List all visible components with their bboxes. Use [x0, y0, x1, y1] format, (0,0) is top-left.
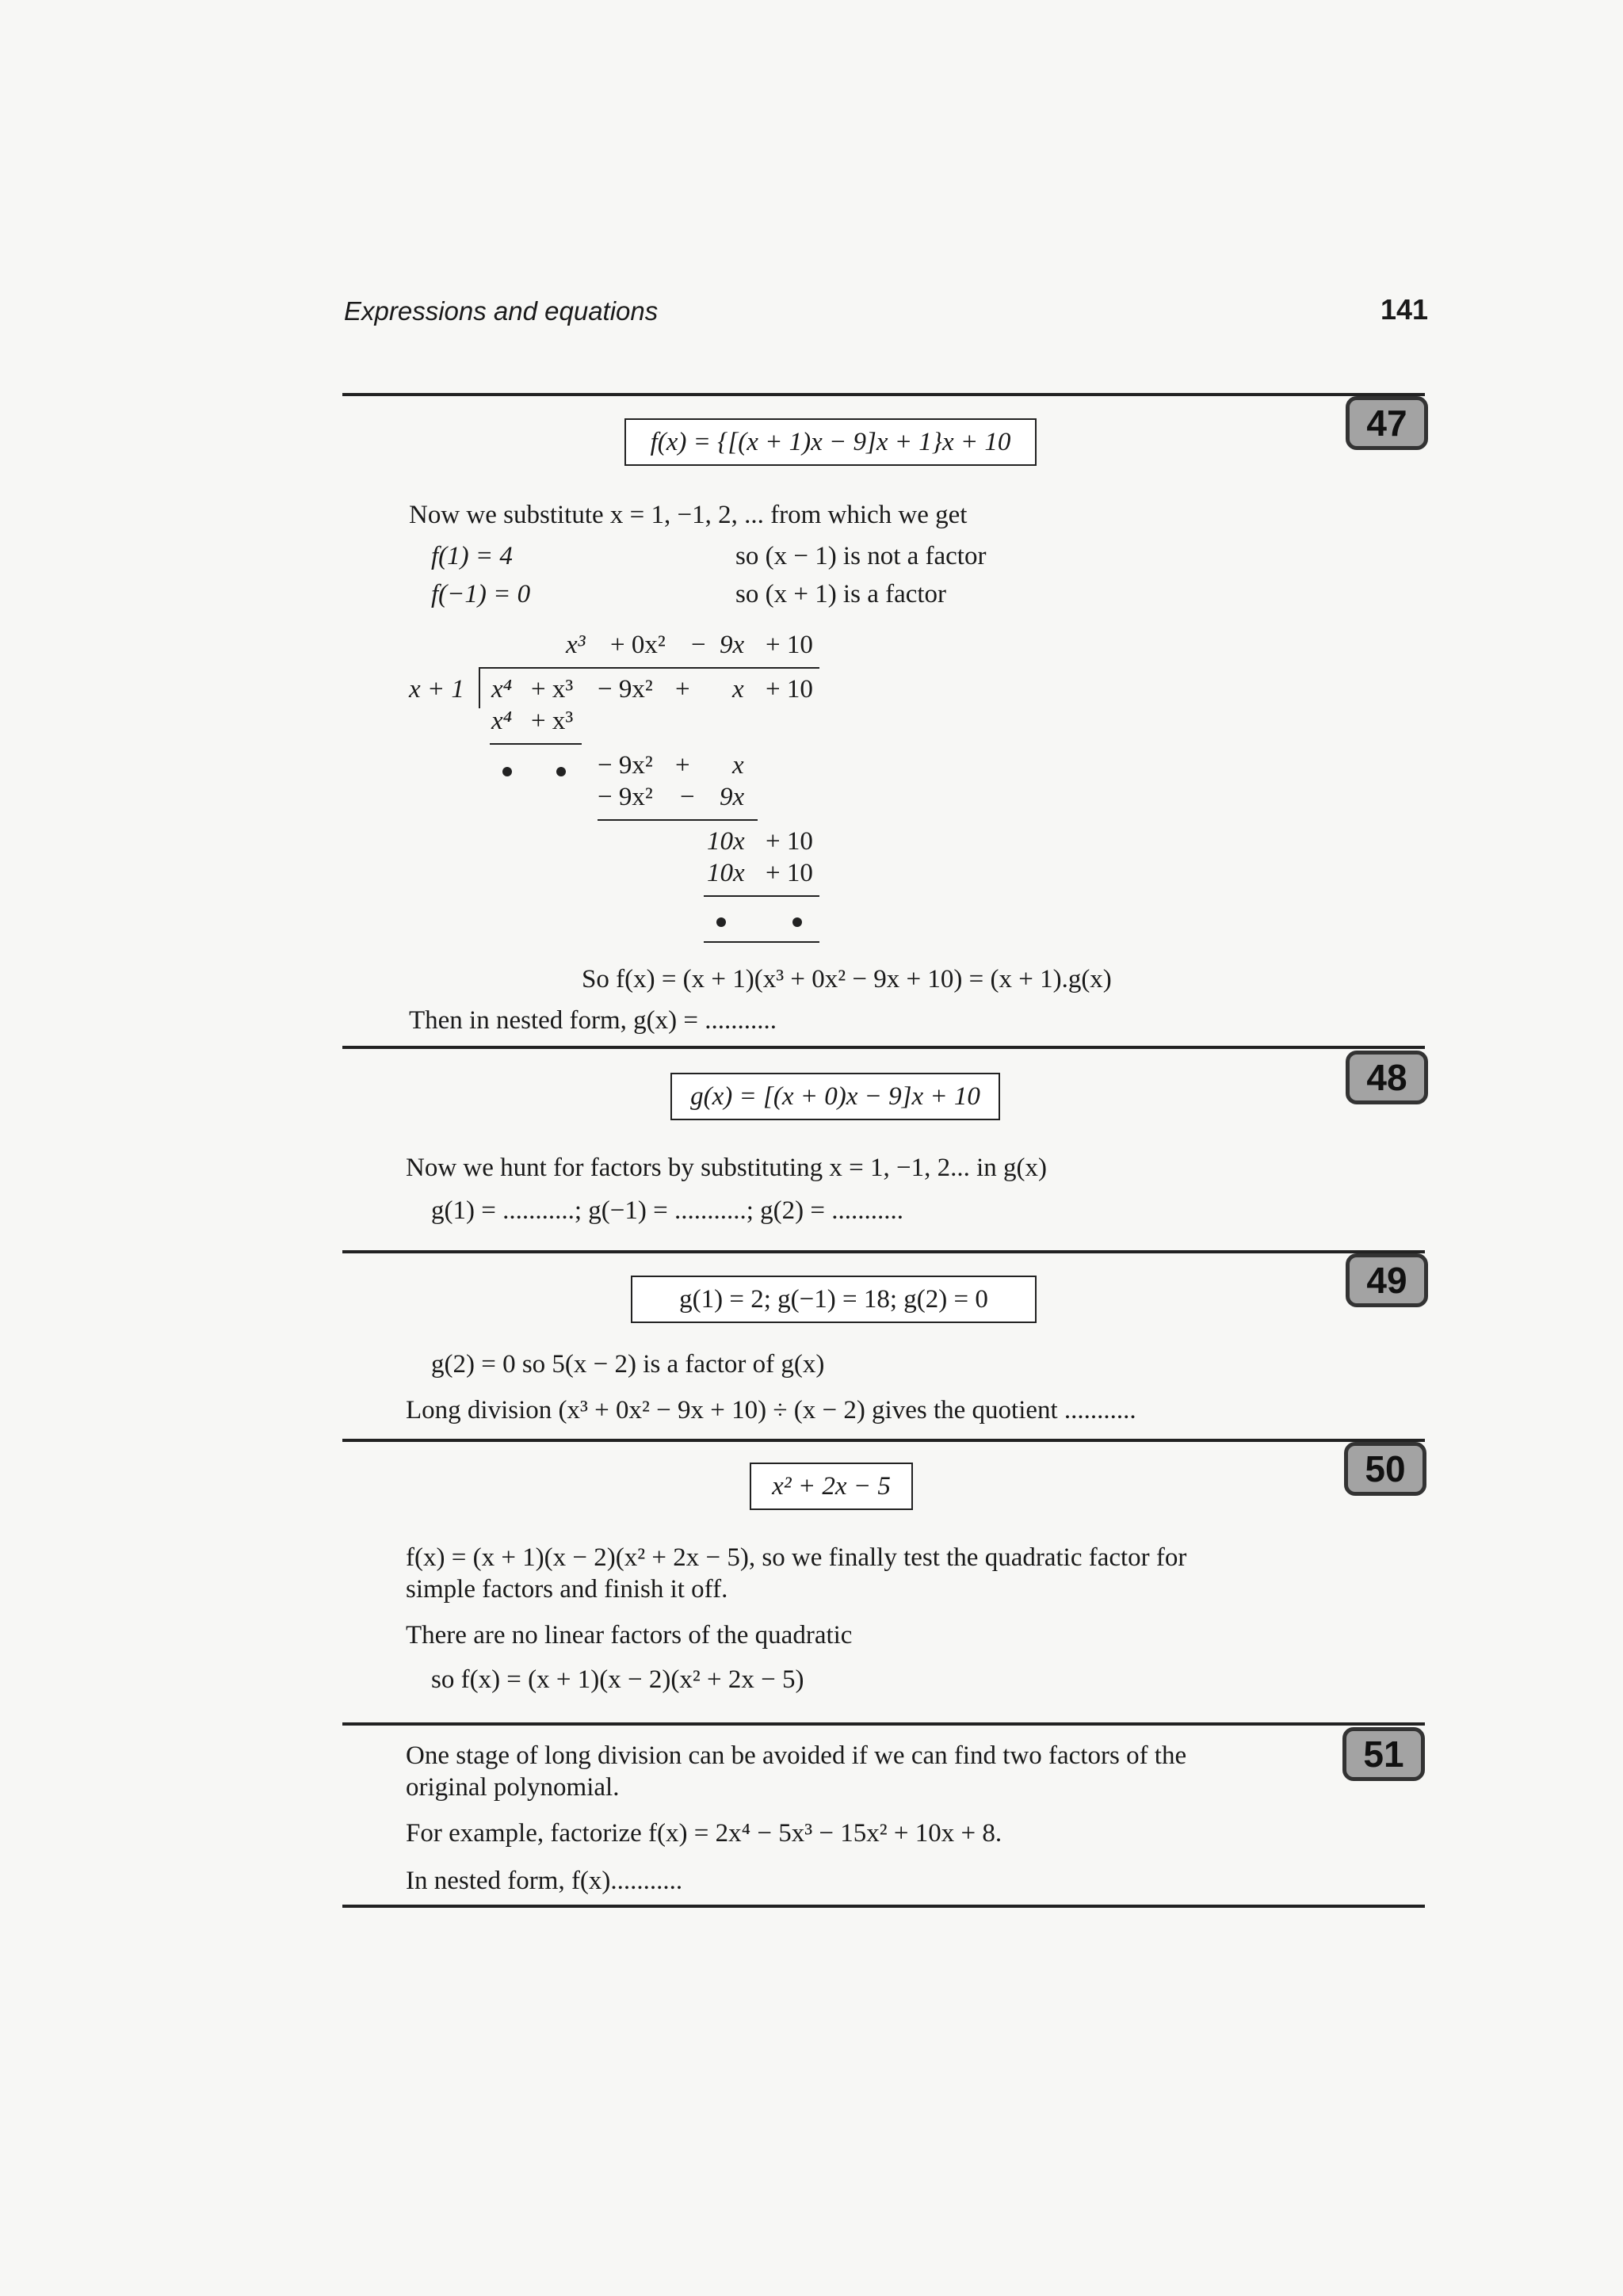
frame-51-line1: One stage of long division can be avoided if we can find two factors of the [406, 1741, 1187, 1770]
remainder-term: + 10 [766, 827, 813, 856]
frame-51-line3: For example, factorize f(x) = 2x⁴ − 5x³ − 15x² + 10x + 8. [406, 1819, 1002, 1848]
frame-47-fm1-note: so (x + 1) is a factor [735, 580, 947, 608]
zero-dot [556, 767, 566, 776]
frame-50-answer-box: x² + 2x − 5 [750, 1463, 913, 1510]
subtrahend-term: + 10 [766, 859, 813, 887]
quotient-term: x³ [566, 631, 586, 659]
frame-49-top-rule [342, 1250, 1425, 1253]
frame-47-f1-note: so (x − 1) is not a factor [735, 542, 987, 570]
quotient-term: − [691, 631, 706, 659]
subtraction-line [598, 819, 758, 821]
frame-47-answer-box: f(x) = {[(x + 1)x − 9]x + 1}x + 10 [624, 418, 1037, 466]
frame-51-bottom-rule [342, 1905, 1425, 1908]
frame-50-top-rule [342, 1439, 1425, 1442]
frame-47-result: So f(x) = (x + 1)(x³ + 0x² − 9x + 10) = (x + 1).g(x) [582, 965, 1112, 994]
frame-48-intro: Now we hunt for factors by substituting x = 1, −1, 2... in g(x) [406, 1154, 1047, 1182]
frame-47-fm1: f(−1) = 0 [431, 580, 531, 608]
dividend-term: − 9x² [598, 675, 653, 704]
remainder-term: + [675, 751, 690, 780]
frame-50-para1-line1: f(x) = (x + 1)(x − 2)(x² + 2x − 5), so we finally test the quadratic factor for [406, 1543, 1187, 1572]
frame-47-prompt: Then in nested form, g(x) = ........... [409, 1006, 777, 1035]
subtraction-line [490, 743, 582, 745]
zero-dot [716, 917, 726, 927]
frame-51-prompt: In nested form, f(x)........... [406, 1867, 683, 1895]
dividend-term: x [732, 675, 744, 704]
frame-47-tag: 47 [1346, 396, 1428, 450]
frame-48-top-rule [342, 1046, 1425, 1049]
subtrahend-term: 10x [707, 859, 745, 887]
remainder-term: − 9x² [598, 751, 653, 780]
frame-50-tag: 50 [1344, 1442, 1426, 1496]
dividend-term: + [675, 675, 690, 704]
frame-51-tag: 51 [1342, 1727, 1425, 1781]
frame-51-top-rule [342, 1722, 1425, 1726]
frame-49-line1: g(2) = 0 so 5(x − 2) is a factor of g(x) [431, 1350, 825, 1379]
frame-47-f1: f(1) = 4 [431, 542, 513, 570]
subtrahend-term: x⁴ [491, 707, 513, 735]
dividend-term: x⁴ [491, 675, 513, 704]
division-bracket [479, 667, 480, 708]
frame-51-line2: original polynomial. [406, 1773, 620, 1802]
remainder-term: 10x [707, 827, 745, 856]
quotient-term: + 0x² [610, 631, 666, 659]
frame-50-para3: so f(x) = (x + 1)(x − 2)(x² + 2x − 5) [431, 1665, 804, 1694]
zero-dot [502, 767, 512, 776]
remainder-term: x [732, 751, 744, 780]
quotient-term: 9x [720, 631, 745, 659]
frame-50-para2: There are no linear factors of the quadratic [406, 1621, 853, 1650]
running-header: Expressions and equations [344, 296, 659, 326]
dividend-term: + x³ [531, 675, 574, 704]
page-number: 141 [1381, 293, 1429, 326]
final-line [704, 941, 819, 943]
frame-50-para1-line2: simple factors and finish it off. [406, 1575, 728, 1604]
subtraction-line [704, 895, 819, 897]
frame-49-answer-box: g(1) = 2; g(−1) = 18; g(2) = 0 [631, 1276, 1037, 1323]
frame-48-tag: 48 [1346, 1051, 1428, 1104]
frame-49-tag: 49 [1346, 1253, 1428, 1307]
dividend-term: + 10 [766, 675, 813, 704]
subtrahend-term: − 9x² [598, 783, 653, 811]
divisor: x + 1 [409, 675, 464, 704]
quotient-term: + 10 [766, 631, 813, 659]
subtrahend-term: − [680, 783, 695, 811]
subtrahend-term: + x³ [531, 707, 574, 735]
frame-48-answer-box: g(x) = [(x + 0)x − 9]x + 10 [670, 1073, 1000, 1120]
frame-49-prompt: Long division (x³ + 0x² − 9x + 10) ÷ (x − 2) gives the quotient ........... [406, 1396, 1136, 1425]
zero-dot [792, 917, 802, 927]
subtrahend-term: 9x [720, 783, 745, 811]
division-bar [479, 667, 819, 669]
frame-47-top-rule [342, 393, 1425, 396]
frame-48-prompt: g(1) = ...........; g(−1) = ...........; g(2) = ........... [431, 1196, 903, 1225]
frame-47-intro: Now we substitute x = 1, −1, 2, ... from which we get [409, 501, 968, 529]
